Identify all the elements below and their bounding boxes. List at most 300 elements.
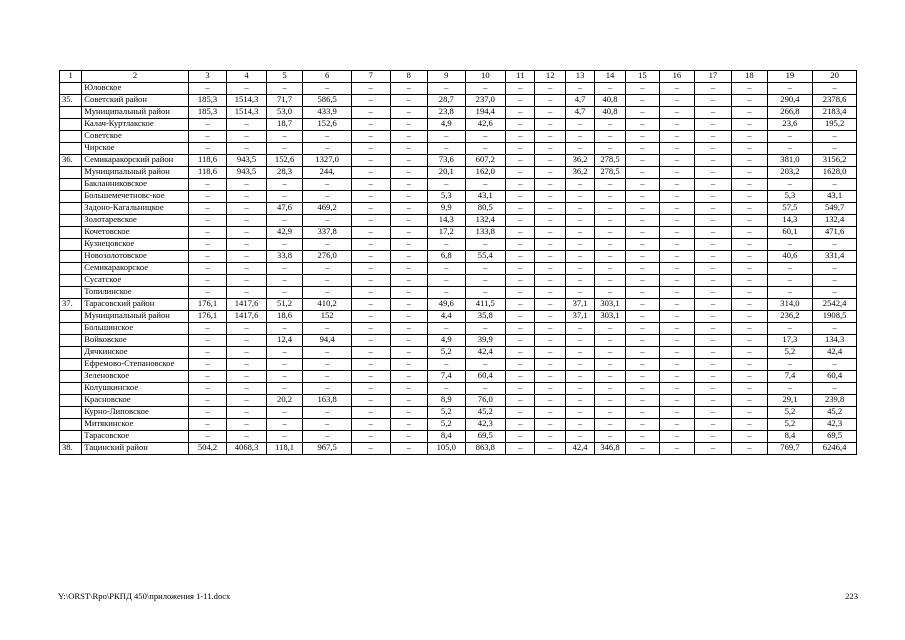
value-cell: – xyxy=(390,431,428,443)
value-cell: 29,1 xyxy=(767,395,813,407)
value-cell: 303,1 xyxy=(595,311,625,323)
value-cell: 60,4 xyxy=(813,371,857,383)
row-number-cell xyxy=(60,263,82,275)
value-cell: 40,6 xyxy=(767,251,813,263)
value-cell: – xyxy=(188,431,227,443)
value-cell: – xyxy=(732,119,767,131)
value-cell: – xyxy=(428,323,466,335)
value-cell: 303,1 xyxy=(595,299,625,311)
value-cell: – xyxy=(565,419,594,431)
value-cell: – xyxy=(188,323,227,335)
header-cell: 16 xyxy=(660,71,694,83)
value-cell: – xyxy=(390,251,428,263)
value-cell: – xyxy=(625,287,659,299)
value-cell: – xyxy=(660,131,694,143)
value-cell: – xyxy=(390,407,428,419)
value-cell: – xyxy=(660,95,694,107)
value-cell: – xyxy=(227,407,267,419)
value-cell: 337,8 xyxy=(303,227,352,239)
value-cell: – xyxy=(595,347,625,359)
value-cell: – xyxy=(188,359,227,371)
value-cell: – xyxy=(266,371,303,383)
value-cell: – xyxy=(390,287,428,299)
value-cell: 607,2 xyxy=(465,155,506,167)
value-cell: – xyxy=(732,311,767,323)
value-cell: 152,6 xyxy=(266,155,303,167)
value-cell: – xyxy=(227,131,267,143)
value-cell: – xyxy=(535,95,565,107)
value-cell: 133,8 xyxy=(465,227,506,239)
name-cell: Новозолотовское xyxy=(82,251,188,263)
value-cell: – xyxy=(595,359,625,371)
value-cell: – xyxy=(767,131,813,143)
value-cell: – xyxy=(303,431,352,443)
row-number-cell xyxy=(60,203,82,215)
value-cell: – xyxy=(595,407,625,419)
value-cell: – xyxy=(227,119,267,131)
name-cell: Золотаревское xyxy=(82,215,188,227)
value-cell: – xyxy=(535,251,565,263)
value-cell: – xyxy=(595,395,625,407)
value-cell: – xyxy=(595,251,625,263)
value-cell: – xyxy=(660,275,694,287)
value-cell: – xyxy=(465,83,506,95)
value-cell: – xyxy=(227,335,267,347)
value-cell: 4,4 xyxy=(428,311,466,323)
value-cell: – xyxy=(625,323,659,335)
value-cell: – xyxy=(535,143,565,155)
value-cell: – xyxy=(595,287,625,299)
value-cell: – xyxy=(227,227,267,239)
value-cell: 53,0 xyxy=(266,107,303,119)
value-cell: – xyxy=(732,203,767,215)
value-cell: – xyxy=(660,335,694,347)
value-cell: – xyxy=(694,443,732,455)
row-number-cell xyxy=(60,119,82,131)
value-cell: 290,4 xyxy=(767,95,813,107)
value-cell: – xyxy=(767,263,813,275)
value-cell: – xyxy=(266,407,303,419)
value-cell: – xyxy=(625,179,659,191)
value-cell: 69,5 xyxy=(813,431,857,443)
value-cell: 17,2 xyxy=(428,227,466,239)
value-cell: – xyxy=(565,335,594,347)
value-cell: 69,5 xyxy=(465,431,506,443)
value-cell: – xyxy=(351,131,390,143)
value-cell: 152 xyxy=(303,311,352,323)
value-cell: – xyxy=(595,335,625,347)
value-cell: – xyxy=(351,167,390,179)
value-cell: – xyxy=(506,443,535,455)
value-cell: – xyxy=(694,167,732,179)
value-cell: – xyxy=(625,143,659,155)
value-cell: – xyxy=(694,227,732,239)
header-cell: 13 xyxy=(565,71,594,83)
value-cell: – xyxy=(428,287,466,299)
value-cell: – xyxy=(351,203,390,215)
value-cell: – xyxy=(535,215,565,227)
value-cell: – xyxy=(732,419,767,431)
value-cell: – xyxy=(351,155,390,167)
value-cell: – xyxy=(660,299,694,311)
table-row xyxy=(60,347,857,359)
value-cell: 45,2 xyxy=(465,407,506,419)
table-row xyxy=(60,191,857,203)
value-cell: – xyxy=(506,227,535,239)
value-cell: – xyxy=(732,239,767,251)
value-cell: 7,4 xyxy=(428,371,466,383)
value-cell: – xyxy=(595,227,625,239)
value-cell: 42,9 xyxy=(266,227,303,239)
value-cell: – xyxy=(660,287,694,299)
value-cell: – xyxy=(535,275,565,287)
value-cell: – xyxy=(227,371,267,383)
value-cell: – xyxy=(694,95,732,107)
value-cell: – xyxy=(660,227,694,239)
value-cell: – xyxy=(535,395,565,407)
row-number-cell xyxy=(60,371,82,383)
name-cell: Советский район xyxy=(82,95,188,107)
value-cell: – xyxy=(227,143,267,155)
value-cell: – xyxy=(465,263,506,275)
value-cell: – xyxy=(732,407,767,419)
value-cell: – xyxy=(565,203,594,215)
value-cell: – xyxy=(694,311,732,323)
header-cell: 1 xyxy=(60,71,82,83)
value-cell: – xyxy=(625,83,659,95)
value-cell: – xyxy=(266,215,303,227)
value-cell: – xyxy=(390,383,428,395)
value-cell: – xyxy=(506,275,535,287)
value-cell: 5,2 xyxy=(767,347,813,359)
value-cell: – xyxy=(266,263,303,275)
value-cell: – xyxy=(535,83,565,95)
value-cell: – xyxy=(535,359,565,371)
value-cell: 5,2 xyxy=(767,419,813,431)
value-cell: – xyxy=(303,359,352,371)
value-cell: – xyxy=(625,95,659,107)
value-cell: – xyxy=(227,287,267,299)
value-cell: – xyxy=(625,407,659,419)
value-cell: 23,8 xyxy=(428,107,466,119)
value-cell: – xyxy=(535,191,565,203)
value-cell: 185,3 xyxy=(188,95,227,107)
value-cell: – xyxy=(303,323,352,335)
value-cell: – xyxy=(390,299,428,311)
value-cell: 14,3 xyxy=(767,215,813,227)
value-cell: 1417,6 xyxy=(227,311,267,323)
value-cell: – xyxy=(506,251,535,263)
value-cell: – xyxy=(694,323,732,335)
header-cell: 2 xyxy=(82,71,188,83)
value-cell: – xyxy=(303,215,352,227)
row-number-cell xyxy=(60,431,82,443)
value-cell: – xyxy=(188,83,227,95)
value-cell: 8,9 xyxy=(428,395,466,407)
value-cell: – xyxy=(428,383,466,395)
value-cell: – xyxy=(694,419,732,431)
value-cell: – xyxy=(694,263,732,275)
header-cell: 19 xyxy=(767,71,813,83)
value-cell: – xyxy=(732,431,767,443)
row-number-cell: 35. xyxy=(60,95,82,107)
row-number-cell xyxy=(60,167,82,179)
value-cell: – xyxy=(660,179,694,191)
value-cell: – xyxy=(595,119,625,131)
value-cell: – xyxy=(188,287,227,299)
value-cell: – xyxy=(351,323,390,335)
value-cell: – xyxy=(390,419,428,431)
value-cell: – xyxy=(813,275,857,287)
name-cell: Кузнецовское xyxy=(82,239,188,251)
row-number-cell: 37. xyxy=(60,299,82,311)
value-cell: – xyxy=(390,227,428,239)
value-cell: – xyxy=(595,419,625,431)
value-cell: – xyxy=(625,335,659,347)
table-row xyxy=(60,287,857,299)
value-cell: – xyxy=(535,323,565,335)
value-cell: – xyxy=(351,143,390,155)
value-cell: – xyxy=(732,443,767,455)
value-cell: – xyxy=(694,275,732,287)
name-cell: Муниципальный район xyxy=(82,107,188,119)
value-cell: – xyxy=(732,179,767,191)
value-cell: – xyxy=(813,359,857,371)
row-number-cell xyxy=(60,407,82,419)
header-cell: 9 xyxy=(428,71,466,83)
table-row xyxy=(60,83,857,95)
name-cell: Тарасовский район xyxy=(82,299,188,311)
value-cell: – xyxy=(303,263,352,275)
value-cell: – xyxy=(535,407,565,419)
value-cell: – xyxy=(565,215,594,227)
value-cell: – xyxy=(535,299,565,311)
value-cell: – xyxy=(565,359,594,371)
header-cell: 10 xyxy=(465,71,506,83)
value-cell: – xyxy=(767,323,813,335)
value-cell: – xyxy=(694,155,732,167)
row-number-cell xyxy=(60,275,82,287)
header-cell: 18 xyxy=(732,71,767,83)
value-cell: – xyxy=(506,371,535,383)
value-cell: – xyxy=(625,239,659,251)
value-cell: 8,4 xyxy=(428,431,466,443)
value-cell: – xyxy=(227,359,267,371)
value-cell: 51,2 xyxy=(266,299,303,311)
value-cell: 278,5 xyxy=(595,167,625,179)
value-cell: – xyxy=(813,143,857,155)
value-cell: – xyxy=(506,383,535,395)
value-cell: – xyxy=(351,251,390,263)
value-cell: – xyxy=(188,335,227,347)
value-cell: 176,1 xyxy=(188,311,227,323)
value-cell: – xyxy=(565,383,594,395)
name-cell: Юловское xyxy=(82,83,188,95)
value-cell: – xyxy=(351,239,390,251)
name-cell: Тарасовское xyxy=(82,431,188,443)
value-cell: – xyxy=(428,83,466,95)
value-cell: – xyxy=(660,143,694,155)
value-cell: – xyxy=(227,275,267,287)
value-cell: – xyxy=(660,395,694,407)
value-cell: 18,7 xyxy=(266,119,303,131)
value-cell: – xyxy=(390,323,428,335)
value-cell: – xyxy=(660,191,694,203)
value-cell: – xyxy=(565,191,594,203)
value-cell: – xyxy=(660,323,694,335)
value-cell: – xyxy=(732,215,767,227)
value-cell: 236,2 xyxy=(767,311,813,323)
value-cell: 42,3 xyxy=(465,419,506,431)
value-cell: – xyxy=(535,431,565,443)
value-cell: – xyxy=(660,203,694,215)
header-cell: 7 xyxy=(351,71,390,83)
value-cell: – xyxy=(227,251,267,263)
header-cell: 4 xyxy=(227,71,267,83)
row-number-cell xyxy=(60,215,82,227)
value-cell: 28,3 xyxy=(266,167,303,179)
value-cell: 381,0 xyxy=(767,155,813,167)
value-cell: 1417,6 xyxy=(227,299,267,311)
value-cell: – xyxy=(188,239,227,251)
value-cell: 3156,2 xyxy=(813,155,857,167)
value-cell: – xyxy=(732,83,767,95)
value-cell: – xyxy=(565,83,594,95)
value-cell: – xyxy=(813,179,857,191)
value-cell: – xyxy=(506,107,535,119)
value-cell: – xyxy=(625,359,659,371)
value-cell: – xyxy=(506,407,535,419)
row-number-cell xyxy=(60,83,82,95)
value-cell: 23,6 xyxy=(767,119,813,131)
value-cell: – xyxy=(625,203,659,215)
value-cell: – xyxy=(694,179,732,191)
value-cell: – xyxy=(266,179,303,191)
table-row xyxy=(60,419,857,431)
value-cell: – xyxy=(660,383,694,395)
value-cell: 28,7 xyxy=(428,95,466,107)
value-cell: – xyxy=(694,347,732,359)
table-row xyxy=(60,263,857,275)
value-cell: – xyxy=(506,311,535,323)
value-cell: – xyxy=(227,383,267,395)
value-cell: 4,9 xyxy=(428,335,466,347)
value-cell: – xyxy=(732,227,767,239)
value-cell: – xyxy=(266,323,303,335)
value-cell: – xyxy=(188,143,227,155)
value-cell: – xyxy=(465,323,506,335)
value-cell: – xyxy=(351,191,390,203)
value-cell: – xyxy=(227,203,267,215)
value-cell: – xyxy=(227,191,267,203)
value-cell: 2183,4 xyxy=(813,107,857,119)
value-cell: – xyxy=(303,239,352,251)
value-cell: – xyxy=(390,347,428,359)
value-cell: – xyxy=(266,383,303,395)
value-cell: – xyxy=(188,395,227,407)
value-cell: – xyxy=(351,107,390,119)
value-cell: – xyxy=(266,347,303,359)
value-cell: 4,9 xyxy=(428,119,466,131)
value-cell: – xyxy=(595,383,625,395)
file-path: Y:\ORST\Rpo\РКПД 450\приложения 1-11.docx xyxy=(58,591,231,601)
value-cell: – xyxy=(660,239,694,251)
row-number-cell: 36. xyxy=(60,155,82,167)
value-cell: – xyxy=(266,431,303,443)
value-cell: – xyxy=(660,167,694,179)
value-cell: – xyxy=(660,443,694,455)
header-cell: 15 xyxy=(625,71,659,83)
table-row xyxy=(60,239,857,251)
value-cell: 40,8 xyxy=(595,107,625,119)
value-cell: 176,1 xyxy=(188,299,227,311)
value-cell: – xyxy=(625,275,659,287)
value-cell: – xyxy=(767,383,813,395)
value-cell: 36,2 xyxy=(565,167,594,179)
value-cell: 7,4 xyxy=(767,371,813,383)
value-cell: – xyxy=(813,263,857,275)
value-cell: 33,8 xyxy=(266,251,303,263)
value-cell: – xyxy=(351,263,390,275)
table-row xyxy=(60,311,857,323)
value-cell: – xyxy=(535,263,565,275)
value-cell: 163,8 xyxy=(303,395,352,407)
value-cell: – xyxy=(390,179,428,191)
value-cell: – xyxy=(595,275,625,287)
value-cell: – xyxy=(506,263,535,275)
table-row xyxy=(60,179,857,191)
header-cell: 12 xyxy=(535,71,565,83)
value-cell: 967,5 xyxy=(303,443,352,455)
value-cell: – xyxy=(390,167,428,179)
value-cell: – xyxy=(732,251,767,263)
row-number-cell xyxy=(60,179,82,191)
header-cell: 6 xyxy=(303,71,352,83)
value-cell: – xyxy=(813,383,857,395)
name-cell: Чирское xyxy=(82,143,188,155)
value-cell: – xyxy=(694,143,732,155)
value-cell: – xyxy=(565,323,594,335)
value-cell: – xyxy=(188,407,227,419)
value-cell: – xyxy=(428,275,466,287)
table-row xyxy=(60,299,857,311)
value-cell: – xyxy=(732,107,767,119)
row-number-cell xyxy=(60,239,82,251)
value-cell: – xyxy=(767,287,813,299)
value-cell: – xyxy=(227,347,267,359)
value-cell: – xyxy=(390,119,428,131)
value-cell: – xyxy=(351,443,390,455)
value-cell: – xyxy=(565,179,594,191)
value-cell: 195,2 xyxy=(813,119,857,131)
row-number-cell xyxy=(60,251,82,263)
value-cell: – xyxy=(625,311,659,323)
value-cell: 12,4 xyxy=(266,335,303,347)
value-cell: 471,6 xyxy=(813,227,857,239)
value-cell: – xyxy=(767,359,813,371)
value-cell: – xyxy=(595,263,625,275)
value-cell: – xyxy=(660,407,694,419)
value-cell: 35,8 xyxy=(465,311,506,323)
value-cell: – xyxy=(303,407,352,419)
value-cell: 194,4 xyxy=(465,107,506,119)
value-cell: – xyxy=(694,239,732,251)
table-header xyxy=(60,71,857,83)
value-cell: – xyxy=(595,203,625,215)
value-cell: – xyxy=(465,179,506,191)
value-cell: – xyxy=(694,395,732,407)
value-cell: 5,2 xyxy=(428,347,466,359)
